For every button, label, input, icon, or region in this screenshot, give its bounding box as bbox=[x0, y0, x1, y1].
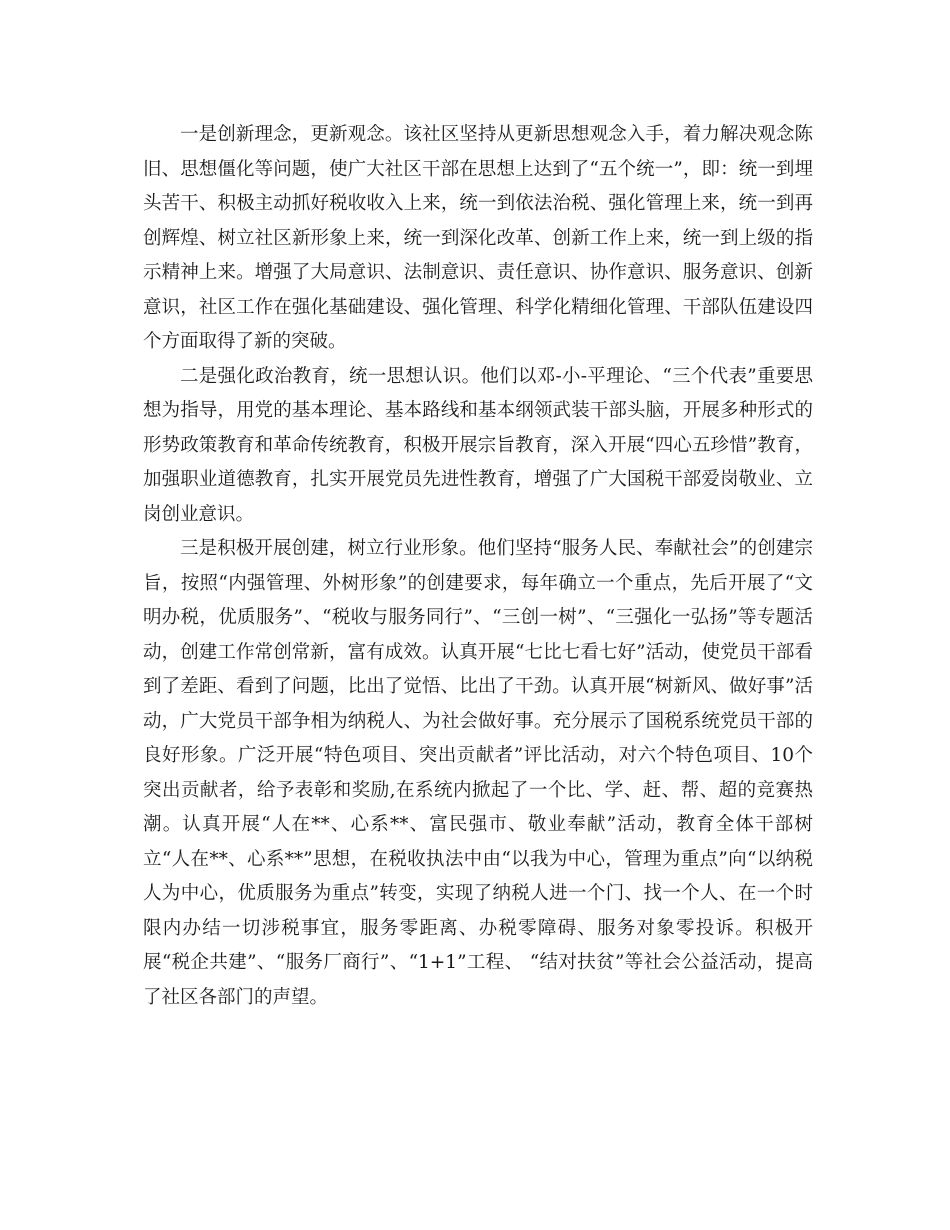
document-body bbox=[143, 118, 813, 1015]
paragraph-political-education: 二是强化政治教育，统一思想认识。他们以邓-小-平理论、“三个代表”重要思想为指导，用党的基本理论、基本路线和基本纲领武装干部头脑，开展多种形式的形势政策教育和革命传统教育，积极开展宗旨教育，深入开展“四心五珍惜”教育，加强职业道德教育，扎实开展党员先进性教育，增强了广大国税干部爱岗敬业、立岗创业意识。 bbox=[143, 365, 813, 525]
paragraph-innovation-concept: 一是创新理念，更新观念。该社区坚持从更新思想观念入手，着力解决观念陈旧、思想僵化等问题，使广大社区干部在思想上达到了“五个统一”，即：统一到埋头苦干、积极主动抓好税收收入上来，统一到依法治税、强化管理上来，统一到再创辉煌、树立社区新形象上来，统一到深化改革、创新工作上来，统一到上级的指示精神上来。增强了大局意识、法制意识、责任意识、协作意识、服务意识、创新意识，社区工作在强化基础建设、强化管理、科学化精细化管理、干部队伍建设四个方面取得了新的突破。 bbox=[143, 124, 813, 352]
paragraph-industry-image: 三是积极开展创建，树立行业形象。他们坚持“服务人民、奉献社会”的创建宗旨，按照“内强管理、外树形象”的创建要求，每年确立一个重点，先后开展了“文明办税，优质服务”、“税收与服务同行”、“三创一树”、“三强化一弘扬”等专题活动，创建工作常创常新，富有成效。认真开展“七比七看七好”活动，使党员干部看到了差距、看到了问题，比出了觉悟、比出了干劲。认真开展“树新风、做好事”活动，广大党员干部争相为纳税人、为社会做好事。充分展示了国税系统党员干部的良好形象。广泛开展“特色项目、突出贡献者”评比活动，对六个特色项目、10个突出贡献者，给予表彰和奖励,在系统内掀起了一个比、学、赶、帮、超的竞赛热潮。认真开展“人在**、心系**、富民强市、敬业奉献”活动，教育全体干部树立“人在**、心系**”思想，在税收执法中由“以我为中心，管理为重点”向“以纳税人为中心，优质服务为重点”转变，实现了纳税人进一个门、找一个人、在一个时限内办结一切涉税事宜，服务零距离、办税零障碍、服务对象零投诉。积极开展“税企共建”、“服务厂商行”、“1+1”工程、 “结对扶贫”等社会公益活动，提高了社区各部门的声望。 bbox=[143, 538, 813, 1008]
